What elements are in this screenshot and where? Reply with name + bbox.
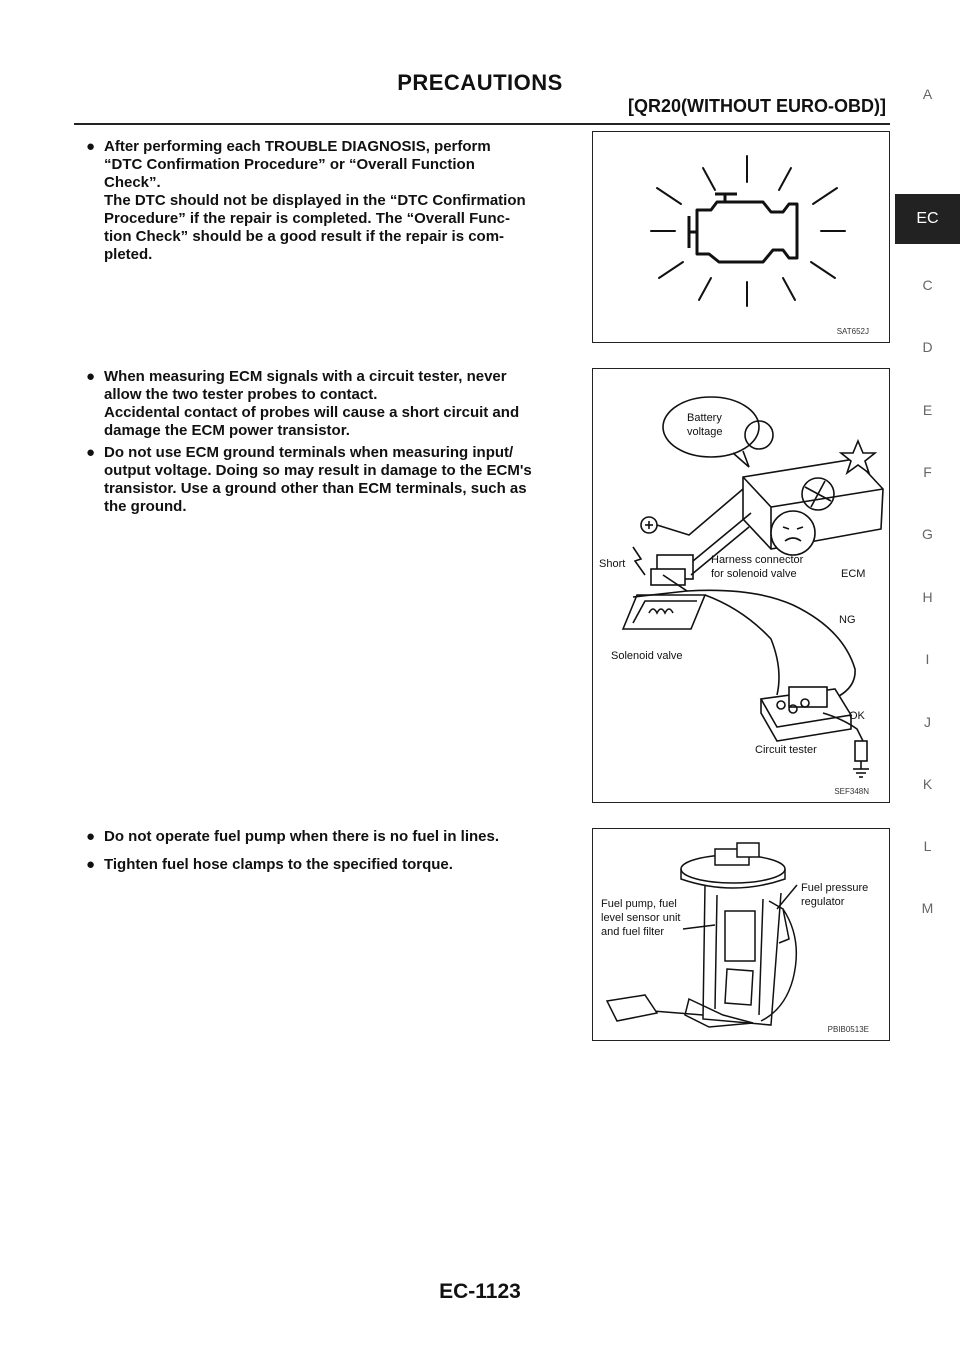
figure-code: SEF348N: [834, 787, 869, 796]
bullet-line: output voltage. Doing so may result in damage to the ECM's: [104, 462, 532, 479]
bullet-line: the ground.: [104, 498, 187, 515]
fuel-pump-figure: [592, 828, 890, 1041]
index-tab-k[interactable]: K: [922, 776, 933, 792]
figure-code: PBIB0513E: [827, 1025, 869, 1034]
index-tab-g[interactable]: G: [922, 526, 933, 542]
label-short: Short: [599, 558, 626, 570]
label-ecm: ECM: [841, 568, 866, 580]
circuit-tester-figure: [592, 368, 890, 803]
bullet-item: [86, 444, 584, 516]
index-tab-ec[interactable]: EC: [895, 194, 960, 244]
label-battery-voltage-1: Battery: [687, 412, 722, 424]
page-title: PRECAUTIONS: [397, 70, 563, 95]
bullet-line: The DTC should not be displayed in the “DTC Confirmation: [104, 192, 526, 209]
label-solenoid-valve: Solenoid valve: [611, 650, 683, 662]
index-tab-l[interactable]: L: [923, 838, 932, 854]
bullet-line: After performing each TROUBLE DIAGNOSIS, perform: [104, 138, 491, 155]
bullet-item: [86, 856, 584, 874]
bullet-line: Procedure” if the repair is completed. The “Overall Func-: [104, 210, 510, 227]
bullet-line: Do not use ECM ground terminals when measuring input/: [104, 444, 514, 461]
label-fuel-pressure-regulator-1: Fuel pressure: [801, 882, 869, 894]
index-tab-j[interactable]: J: [924, 714, 931, 730]
label-harness-connector-1: Harness connector: [711, 554, 804, 566]
bullet-line: allow the two tester probes to contact.: [104, 386, 378, 403]
label-fuel-pump-2: level sensor unit: [601, 912, 681, 924]
bullet-line: “DTC Confirmation Procedure” or “Overall Function: [104, 156, 475, 173]
page-number: EC-1123: [439, 1280, 521, 1303]
bullet-line: damage the ECM power transistor.: [104, 422, 350, 439]
label-fuel-pressure-regulator-2: regulator: [801, 896, 845, 908]
ecm-test-illustration: [593, 369, 889, 802]
index-tab-c[interactable]: C: [922, 277, 933, 293]
bullet-line: tion Check” should be a good result if the repair is com-: [104, 228, 505, 245]
bullet-line: Accidental contact of probes will cause a short circuit and: [104, 404, 520, 421]
label-harness-connector-2: for solenoid valve: [711, 568, 797, 580]
check-engine-lamp-figure: [592, 131, 890, 343]
index-tab-i[interactable]: I: [925, 651, 930, 667]
index-tab-a[interactable]: A: [922, 86, 933, 102]
section-3-text: [86, 828, 584, 878]
bullet-dot-icon: ●: [86, 444, 96, 461]
bullet-line: transistor. Use a ground other than ECM terminals, such as: [104, 480, 527, 497]
figure-code: SAT652J: [836, 327, 869, 336]
bullet-item: [86, 828, 584, 846]
bullet-dot-icon: ●: [86, 368, 96, 385]
bullet-item: [86, 138, 584, 264]
index-tab-h[interactable]: H: [922, 589, 933, 605]
label-ok: OK: [849, 710, 865, 722]
section-1-text: [86, 138, 584, 268]
engine-lamp-icon: [593, 132, 889, 342]
bullet-dot-icon: ●: [86, 828, 96, 845]
bullet-line: When measuring ECM signals with a circuit tester, never: [104, 368, 507, 385]
header-rule: [74, 123, 890, 125]
index-tab-e[interactable]: E: [922, 402, 933, 418]
bullet-line: Tighten fuel hose clamps to the specified torque.: [104, 856, 453, 873]
label-fuel-pump-3: and fuel filter: [601, 926, 664, 938]
bullet-line: Check”.: [104, 174, 161, 191]
bullet-dot-icon: ●: [86, 856, 96, 873]
index-tab-d[interactable]: D: [922, 339, 933, 355]
bullet-dot-icon: ●: [86, 138, 96, 155]
label-ng: NG: [839, 614, 856, 626]
bullet-line: Do not operate fuel pump when there is no fuel in lines.: [104, 828, 500, 845]
fuel-pump-illustration: [593, 829, 889, 1040]
bullet-item: [86, 368, 584, 440]
label-fuel-pump-1: Fuel pump, fuel: [601, 898, 677, 910]
index-tab-f[interactable]: F: [923, 464, 932, 480]
index-tab-m[interactable]: M: [921, 900, 934, 916]
page-subtitle: [QR20(WITHOUT EURO-OBD)]: [628, 96, 886, 116]
label-battery-voltage-2: voltage: [687, 426, 723, 438]
section-2-text: [86, 368, 584, 520]
bullet-line: pleted.: [104, 246, 153, 263]
label-circuit-tester: Circuit tester: [755, 744, 817, 756]
